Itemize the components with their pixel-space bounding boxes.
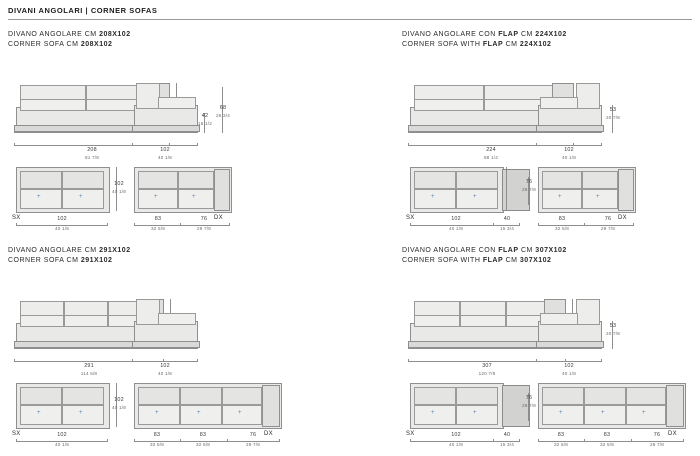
plan-left-flapd-cm-224: 76 (525, 179, 533, 185)
block-title-en (402, 256, 692, 266)
page-title-text: DIVANI ANGOLARI | CORNER SOFAS (8, 6, 158, 15)
side-width-in-307: 40 1/8 (562, 371, 576, 376)
front-width-cm-224: 224 (486, 147, 496, 153)
title-en-flap: FLAP (482, 257, 504, 264)
block-208x102 (8, 30, 298, 240)
plan-right-seg1-cm-307: 83 (557, 432, 565, 438)
title-en-text: CORNER SOFA CM (8, 41, 81, 48)
plan-left-depth-cm-224: 102 (451, 216, 461, 222)
plan-left-flapw-cm-224: 40 (503, 216, 511, 222)
title-it-flap: FLAP (498, 31, 519, 38)
block-title-en (8, 256, 298, 266)
plan-right-seg1-in-208: 32 5/8 (151, 226, 165, 231)
side-flap-h-in-307: 20 7/8 (606, 331, 620, 336)
plan-right-seg2-cm-307: 83 (603, 432, 611, 438)
block-title-en (8, 40, 298, 50)
side-width-in-208: 40 1/8 (158, 155, 172, 160)
plan-left-flapw-in-224: 15 3/4 (500, 226, 514, 231)
plan-left-label-291: SX (12, 431, 21, 437)
plan-right-seg3-cm-307: 76 (653, 432, 661, 438)
plan-right-seg1-in-307: 32 5/8 (554, 442, 568, 447)
title-en-size: 208X102 (80, 41, 113, 48)
title-it-size: 291X102 (99, 247, 131, 254)
plan-right-seg2-in-208: 29 7/8 (197, 226, 211, 231)
plan-left-width-cm-208: 102 (57, 216, 67, 222)
block-291x102 (8, 246, 298, 456)
plan-left-depth-in-307: 40 1/8 (449, 442, 463, 447)
plan-left-label-224: SX (406, 215, 415, 221)
plan-left-depth-cm-208: 102 (114, 181, 124, 187)
title-it-text: DIVANO ANGOLARE CON (402, 247, 499, 254)
side-arm-h-cm-208: 68 (219, 105, 227, 111)
plan-right-seg1-cm-224: 83 (558, 216, 566, 222)
title-en-size: 291X102 (80, 257, 113, 264)
header-divider (8, 19, 692, 20)
side-width-in-224: 40 1/8 (562, 155, 576, 160)
plan-right-label-224: DX (618, 215, 627, 221)
plan-left-depth-in-208: 40 1/8 (112, 189, 126, 194)
drawing-canvas-224: 224 88 1/4 102 40 1/8 53 20 7/8 + + 102 40 1/8 SX 40 15 3/4 76 29 7/8 + + DX 83 32 5/8 76 29 7/8 (402, 55, 692, 240)
plan-left-flapd-cm-307: 76 (525, 395, 533, 401)
plan-left-depth-cm-291: 102 (114, 397, 124, 403)
block-224x102-flap (402, 30, 692, 240)
plan-right-seg3-cm-291: 76 (249, 432, 257, 438)
front-width-cm-291: 291 (84, 363, 94, 369)
plan-right-seg3-in-291: 29 7/8 (246, 442, 260, 447)
title-it-size: 224X102 (535, 31, 567, 38)
title-en-size: 224X102 (519, 41, 552, 48)
block-title-it (8, 246, 298, 256)
plan-right-seg2-cm-224: 76 (604, 216, 612, 222)
plan-left-depth-in-291: 40 1/8 (112, 405, 126, 410)
title-en-text: CORNER SOFA WITH (402, 41, 483, 48)
plan-right-seg2-cm-291: 83 (199, 432, 207, 438)
drawing-canvas-307: 307 120 7/8 102 40 1/8 53 20 7/8 + + SX 102 40 1/8 40 15 3/4 76 29 7/8 + + + DX 83 32 5/8 83 32 5/8 76 29 7/8 (402, 271, 692, 456)
plan-right-seg2-in-291: 32 5/8 (196, 442, 210, 447)
title-it-tail: CM (518, 31, 536, 38)
plan-left-width-in-291: 40 1/8 (55, 442, 69, 447)
side-flap-h-cm-224: 53 (609, 107, 617, 113)
side-width-cm-224: 102 (564, 147, 574, 153)
title-it-tail: CM (518, 247, 536, 254)
plan-left-flapd-in-224: 29 7/8 (522, 187, 536, 192)
title-it-text: DIVANO ANGOLARE CON (402, 31, 499, 38)
plan-right-seg1-in-224: 32 5/8 (555, 226, 569, 231)
side-seat-h-in-208: 16 1/2 (198, 121, 212, 126)
plan-left-label-307: SX (406, 431, 415, 437)
title-en-text: CORNER SOFA CM (8, 257, 81, 264)
front-width-in-291: 114 5/8 (80, 371, 98, 376)
plan-right-seg2-in-224: 29 7/8 (601, 226, 615, 231)
title-en-size: 307X102 (519, 257, 552, 264)
plan-left-depth-cm-307: 102 (451, 432, 461, 438)
side-arm-h-in-208: 26 3/4 (216, 113, 230, 118)
title-en-tail: CM (503, 41, 520, 48)
front-width-cm-208: 208 (87, 147, 97, 153)
title-it-flap: FLAP (498, 247, 519, 254)
plan-right-label-307: DX (668, 431, 677, 437)
side-width-cm-208: 102 (160, 147, 170, 153)
block-title-it (8, 30, 298, 40)
plan-right-seg2-in-307: 32 5/8 (600, 442, 614, 447)
plan-left-width-cm-291: 102 (57, 432, 67, 438)
front-width-in-208: 81 7/8 (85, 155, 99, 160)
plan-left-flapd-in-307: 29 7/8 (522, 403, 536, 408)
plan-right-seg1-cm-291: 83 (153, 432, 161, 438)
page-title (8, 6, 692, 15)
side-flap-h-in-224: 20 7/8 (606, 115, 620, 120)
title-it-text: DIVANO ANGOLARE CM (8, 247, 100, 254)
title-en-flap: FLAP (482, 41, 504, 48)
plan-right-label-208: DX (214, 215, 223, 221)
side-width-cm-291: 102 (160, 363, 170, 369)
title-it-text: DIVANO ANGOLARE CM (8, 31, 100, 38)
title-it-size: 307X102 (535, 247, 567, 254)
plan-left-flapw-in-307: 15 3/4 (500, 442, 514, 447)
plan-right-label-291: DX (264, 431, 273, 437)
front-width-in-224: 88 1/4 (484, 155, 498, 160)
plan-right-seg1-in-291: 32 5/8 (150, 442, 164, 447)
side-width-in-291: 40 1/8 (158, 371, 172, 376)
plan-right-seg2-cm-208: 76 (200, 216, 208, 222)
title-en-tail: CM (503, 257, 520, 264)
side-width-cm-307: 102 (564, 363, 574, 369)
plan-right-seg3-in-307: 29 7/8 (650, 442, 664, 447)
plan-left-flapw-cm-307: 40 (503, 432, 511, 438)
title-en-text: CORNER SOFA WITH (402, 257, 483, 264)
title-it-size: 208X102 (99, 31, 131, 38)
block-title-en (402, 40, 692, 50)
front-width-in-307: 120 7/8 (478, 371, 496, 376)
drawing-canvas-291: 291 114 5/8 102 40 1/8 + + 102 40 1/8 SX 102 40 1/8 + + + DX 83 32 5/8 83 32 5/8 76 29 7/8 (8, 271, 298, 456)
side-seat-h-cm-208: 42 (201, 113, 209, 119)
plan-left-label-208: SX (12, 215, 21, 221)
side-flap-h-cm-307: 53 (609, 323, 617, 329)
block-title-it (402, 30, 692, 40)
front-width-cm-307: 307 (482, 363, 492, 369)
block-title-it (402, 246, 692, 256)
plan-right-seg1-cm-208: 83 (154, 216, 162, 222)
plan-left-width-in-208: 40 1/8 (55, 226, 69, 231)
plan-left-depth-in-224: 40 1/8 (449, 226, 463, 231)
drawing-canvas-208: 208 81 7/8 102 40 1/8 42 16 1/2 68 26 3/4 + + 102 40 1/8 SX 102 40 1/8 + + DX 83 32 5/8 76 29 7/8 (8, 55, 298, 240)
block-307x102-flap (402, 246, 692, 456)
